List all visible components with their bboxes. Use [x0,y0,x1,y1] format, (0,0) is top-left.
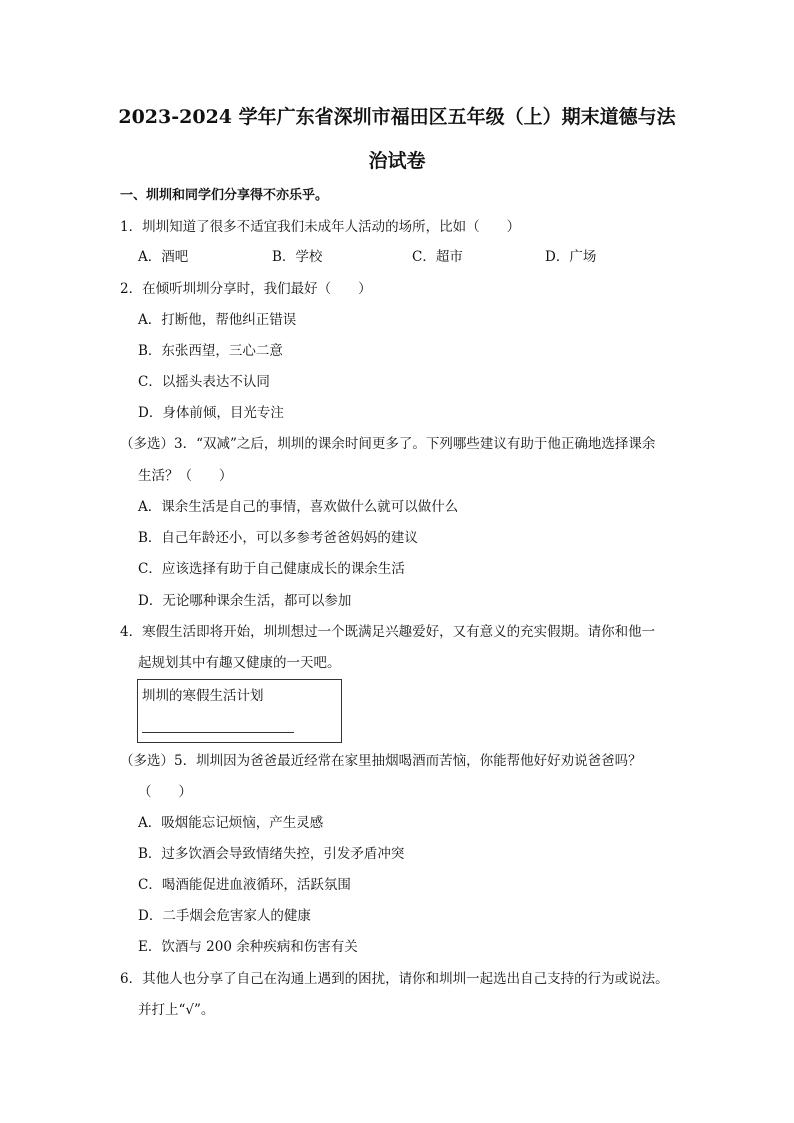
winter-plan-label: 圳圳的寒假生活计划 [142,688,264,704]
question-1-option-c: C．超市 [412,249,463,265]
question-3-option-a: A．课余生活是自己的事情，喜欢做什么就可以做什么 [138,499,459,515]
question-1-stem: 1．圳圳知道了很多不适宜我们未成年人活动的场所，比如（ ） [120,219,521,235]
winter-plan-box [137,679,342,743]
answer-line[interactable] [142,732,294,733]
question-2-option-d: D．身体前倾，目光专注 [138,405,284,421]
question-2-option-b: B．东张西望，三心二意 [138,343,283,359]
question-3-stem-continued: 生活？（ ） [138,468,233,484]
question-2-option-c: C．以摇头表达不认同 [138,374,270,390]
question-4-stem-continued: 起规划其中有趣又健康的一天吧。 [138,655,341,671]
question-3-stem: （多选）3．“双减”之后，圳圳的课余时间更多了。下列哪些建议有助于他正确地选择课余 [120,436,656,452]
question-5-option-a: A．吸烟能忘记烦恼，产生灵感 [138,815,324,831]
question-5-option-e: E．饮酒与 200 余种疾病和伤害有关 [138,939,358,955]
question-1-option-a: A．酒吧 [138,249,189,265]
question-3-option-b: B．自己年龄还小，可以多参考爸爸妈妈的建议 [138,530,418,546]
question-6-stem-continued: 并打上“√”。 [138,1002,215,1018]
question-1-option-d: D．广场 [545,249,597,265]
question-1-option-b: B．学校 [272,249,323,265]
question-2-stem: 2．在倾听圳圳分享时，我们最好（ ） [120,281,372,297]
question-5-option-d: D．二手烟会危害家人的健康 [138,908,311,924]
question-2-option-a: A．打断他，帮他纠正错误 [138,312,297,328]
question-3-option-c: C．应该选择有助于自己健康成长的课余生活 [138,561,405,577]
question-5-stem-continued: （ ） [138,784,192,800]
section-heading: 一、圳圳和同学们分享得不亦乐乎。 [120,188,329,203]
page-title: 2023-2024 学年广东省深圳市福田区五年级（上）期末道德与法 [118,106,676,128]
question-3-option-d: D．无论哪种课余生活，都可以参加 [138,593,352,609]
question-5-stem: （多选）5．圳圳因为爸爸最近经常在家里抽烟喝酒而苦恼，你能帮他好好劝说爸爸吗？ [120,753,642,769]
question-5-option-c: C．喝酒能促进血液循环，活跃氛围 [138,877,351,893]
question-5-option-b: B．过多饮酒会导致情绪失控，引发矛盾冲突 [138,846,405,862]
page-title-continued: 治试卷 [368,150,426,172]
question-4-stem: 4．寒假生活即将开始，圳圳想过一个既满足兴趣爱好，又有意义的充实假期。请你和他一 [120,624,656,640]
question-6-stem: 6．其他人也分享了自己在沟通上遇到的困扰，请你和圳圳一起选出自己支持的行为或说法。 [120,971,669,987]
